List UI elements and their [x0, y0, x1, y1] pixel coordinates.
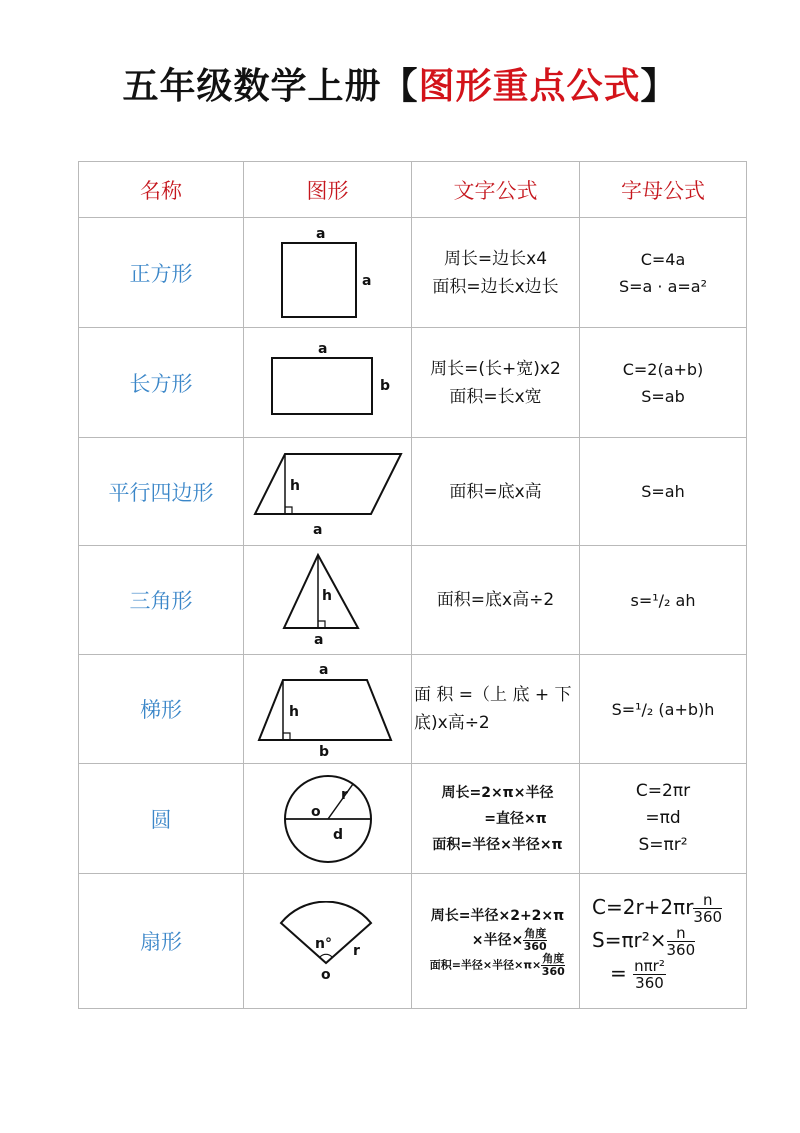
formula-line: [592, 892, 746, 925]
label-rect-top: a: [317, 340, 327, 357]
formula-line: 面积=底x高÷2: [436, 590, 555, 610]
table-row-rectangle: [79, 328, 747, 438]
rectangle-figure: [258, 338, 398, 428]
text-formula: [412, 438, 580, 546]
shape-name: 长方形: [79, 328, 244, 438]
formula-line: =直径×π: [484, 810, 547, 827]
fraction-denominator: 360: [523, 940, 547, 953]
table-row-triangle: [79, 546, 747, 655]
title-bracket-open: 【: [381, 66, 419, 107]
formula-line: S=a · a=a²: [618, 276, 708, 296]
formula-segment: C=2r+2πr: [592, 894, 694, 919]
formula-line: 周长=半径×2+2×π: [430, 908, 565, 924]
text-formula: [412, 874, 580, 1009]
header-text-formula: 文字公式: [412, 162, 580, 218]
fraction-denominator: 360: [635, 973, 664, 992]
fraction-numerator: nπr²: [634, 956, 665, 975]
formula-line: C=2(a+b): [622, 359, 704, 379]
shape-figure: [244, 546, 412, 655]
fraction-numerator: 角度: [524, 927, 547, 940]
formula-line: S=¹/₂ (a+b)h: [611, 699, 715, 719]
label-tri-height: h: [321, 588, 332, 604]
text-formula: [412, 218, 580, 328]
header-letter-formula: 字母公式: [580, 162, 747, 218]
square-figure: [268, 223, 388, 323]
table-row-square: [79, 218, 747, 328]
label-tri-base: a: [313, 632, 323, 648]
fraction: [541, 953, 565, 978]
table-row-circle: [79, 764, 747, 874]
fraction-numerator: n: [693, 892, 722, 909]
circle-figure: [273, 769, 383, 869]
table-row-sector: [79, 874, 747, 1009]
label-para-height: h: [289, 477, 300, 494]
shape-figure: [244, 328, 412, 438]
shape-figure: [244, 218, 412, 328]
page-title: [0, 58, 800, 109]
fraction-numerator: n: [667, 925, 696, 942]
fraction: [523, 928, 547, 953]
formula-segment: =: [610, 960, 627, 985]
fraction-denominator: 360: [666, 940, 696, 959]
label-sector-radius: r: [352, 943, 360, 959]
fraction: [667, 925, 696, 958]
shape-name: 扇形: [79, 874, 244, 1009]
fraction-denominator: 360: [541, 965, 565, 978]
letter-formula: [580, 438, 747, 546]
label-square-top: a: [315, 225, 325, 242]
formula-line: 面 积 =（上 底 + 下: [414, 685, 572, 705]
formula-line: 面积=半径×半径×π: [432, 836, 563, 853]
formula-segment: 面积=半径×半径×π×: [429, 958, 542, 972]
text-formula: [412, 546, 580, 655]
title-bracket-close: 】: [640, 66, 678, 107]
formula-line: [592, 958, 746, 991]
shape-figure: [244, 874, 412, 1009]
letter-formula: [580, 328, 747, 438]
formula-line: [592, 925, 746, 958]
label-sector-center: o: [320, 967, 331, 981]
formula-segment: S=πr²×: [592, 927, 667, 952]
formula-line: S=πr²: [638, 835, 688, 855]
trapezoid-figure: [253, 660, 403, 758]
formula-line: 周长=边长x4: [443, 248, 548, 269]
label-trap-top: a: [318, 662, 328, 678]
letter-formula: [580, 546, 747, 655]
formula-line: S=ah: [641, 482, 685, 501]
letter-formula: [580, 218, 747, 328]
label-para-base: a: [312, 521, 322, 538]
shape-name: 三角形: [79, 546, 244, 655]
formula-line: =πd: [645, 808, 681, 828]
formula-line: [416, 953, 579, 978]
shape-name: 梯形: [79, 655, 244, 764]
formula-line: [416, 928, 579, 953]
label-rect-side: b: [379, 377, 390, 394]
letter-formula: [580, 874, 747, 1009]
shape-name: 平行四边形: [79, 438, 244, 546]
formula-line: 面积=边长x边长: [432, 276, 559, 297]
label-circle-diameter: d: [332, 826, 343, 843]
formula-line: 周长=(长+宽)x2: [430, 358, 561, 379]
formula-line: C=2πr: [635, 781, 691, 801]
triangle-figure: [278, 550, 378, 650]
formula-table: [78, 161, 747, 1009]
formula-line: 面积=长x宽: [449, 386, 542, 407]
table-header-row: [79, 162, 747, 218]
header-figure: 图形: [244, 162, 412, 218]
title-prefix: 五年级数学上册: [122, 66, 382, 107]
table-row-trapezoid: [79, 655, 747, 764]
letter-formula: [580, 764, 747, 874]
formula-line: C=4a: [640, 249, 686, 269]
shape-figure: [244, 438, 412, 546]
text-formula: [412, 655, 580, 764]
label-trap-base: b: [318, 744, 329, 758]
fraction: [633, 958, 666, 991]
formula-line: 面积=底x高: [449, 481, 542, 502]
label-sector-angle: n°: [314, 936, 332, 952]
parallelogram-figure: [253, 444, 403, 540]
text-formula: [412, 764, 580, 874]
label-square-side: a: [361, 272, 371, 289]
shape-name: 圆: [79, 764, 244, 874]
table-row-parallelogram: [79, 438, 747, 546]
fraction-numerator: 角度: [542, 952, 565, 965]
fraction: [693, 892, 722, 925]
shape-name: 正方形: [79, 218, 244, 328]
shape-figure: [244, 764, 412, 874]
label-circle-radius: r: [340, 786, 348, 803]
label-circle-center: o: [310, 803, 321, 820]
formula-line: 周长=2×π×半径: [441, 784, 554, 801]
letter-formula: [580, 655, 747, 764]
text-formula: [412, 328, 580, 438]
formula-line: 底)x高÷2: [414, 713, 490, 733]
fraction-denominator: 360: [693, 907, 723, 926]
label-trap-height: h: [288, 704, 299, 720]
shape-figure: [244, 655, 412, 764]
formula-line: s=¹/₂ ah: [630, 590, 696, 610]
sector-figure: [273, 901, 383, 981]
header-name: 名称: [79, 162, 244, 218]
title-highlight: 图形重点公式: [418, 66, 641, 107]
formula-segment: ×半径×: [471, 932, 524, 949]
formula-line: S=ab: [641, 386, 685, 406]
